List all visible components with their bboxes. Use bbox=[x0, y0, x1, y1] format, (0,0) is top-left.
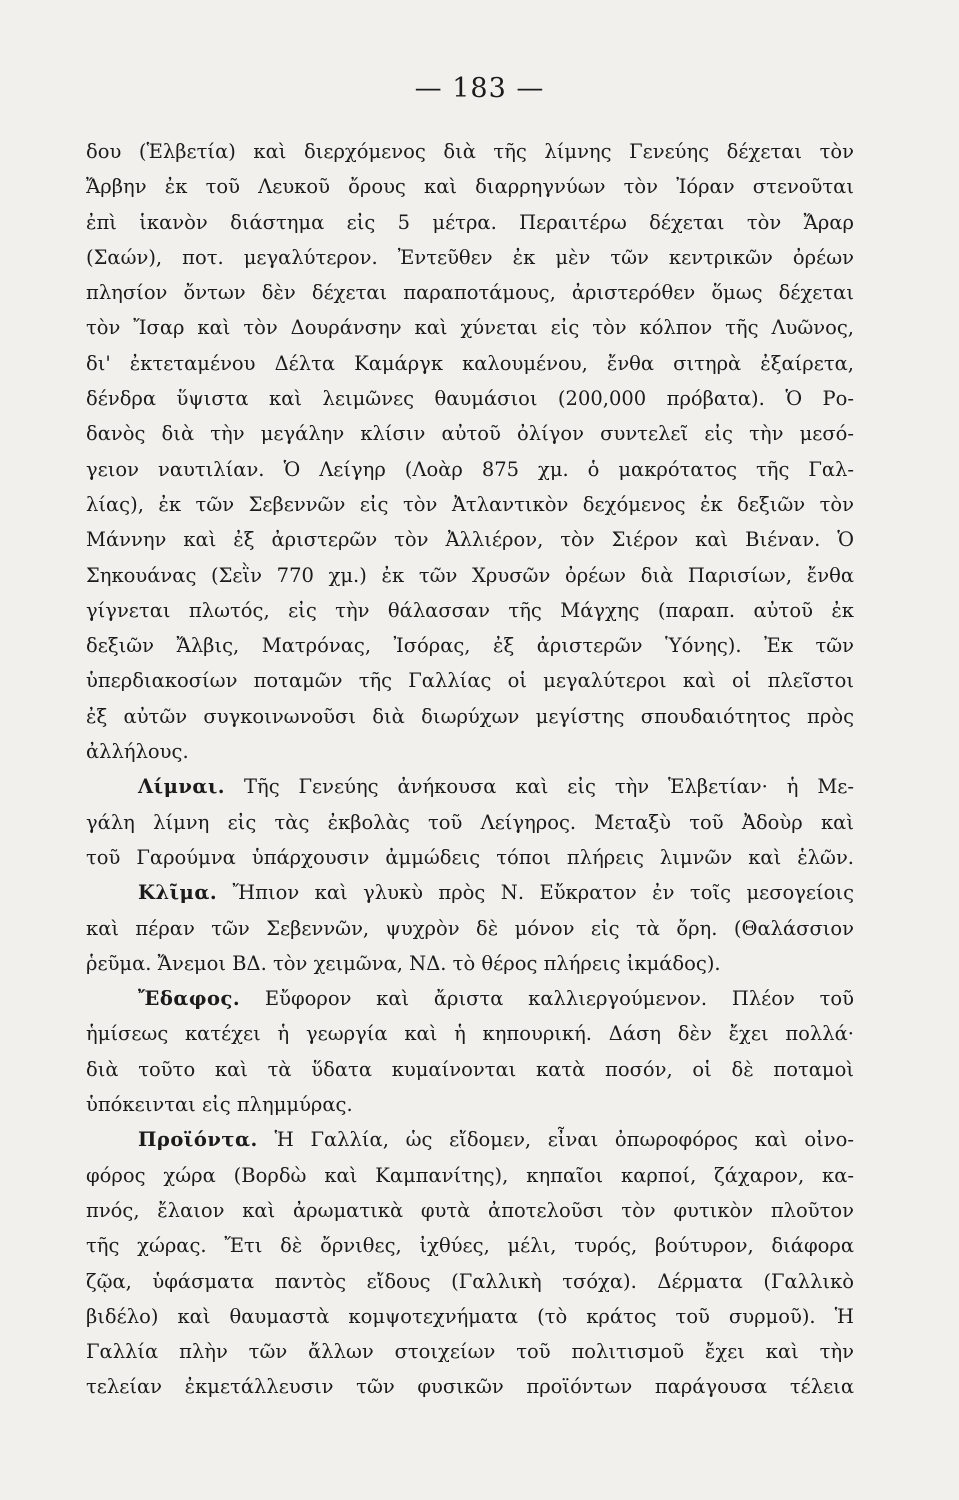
section-heading-line bbox=[86, 875, 854, 910]
line-text: ὑπερδιακοσίων ποταμῶν τῆς Γαλλίας οἱ μεγαλύτεροι καὶ οἱ πλεῖστοι bbox=[86, 669, 854, 693]
section-heading: Προϊόντα. bbox=[138, 1128, 258, 1152]
text-line bbox=[86, 1158, 854, 1193]
text-line bbox=[86, 1016, 854, 1051]
line-text: τὸν Ἴσαρ καὶ τὸν Δουράνσην καὶ χύνεται εἰς τὸν κόλπον τῆς Λυῶνος, bbox=[86, 316, 854, 340]
line-text: ἀλλήλους. bbox=[86, 740, 189, 764]
line-text: ἐπὶ ἱκανὸν διάστημα εἰς 5 μέτρα. Περαιτέρω δέχεται τὸν Ἄραρ bbox=[86, 210, 854, 234]
line-text: φόρος χώρα (Βορδὼ καὶ Καμπανίτης), κηπαῖοι καρποί, ζάχαρον, κα- bbox=[86, 1163, 854, 1187]
line-text: γάλη λίμνη εἰς τὰς ἐκβολὰς τοῦ Λείγηρος. Μεταξὺ τοῦ Ἀδοὺρ καὶ bbox=[86, 810, 854, 834]
text-line bbox=[86, 628, 854, 663]
text-line bbox=[86, 240, 854, 275]
line-text: πνός, ἔλαιον καὶ ἀρωματικὰ φυτὰ ἀποτελοῦσι τὸν φυτικὸν πλοῦτον bbox=[86, 1198, 854, 1222]
text-line bbox=[86, 1264, 854, 1299]
section-heading-line bbox=[86, 981, 854, 1016]
text-line bbox=[86, 1228, 854, 1263]
section-heading: Λίμναι. bbox=[138, 775, 226, 799]
line-text: λίας), ἐκ τῶν Σεβεννῶν εἰς τὸν Ἀτλαντικὸν δεχόμενος ἐκ δεξιῶν τὸν bbox=[86, 492, 854, 516]
line-text: τοῦ Γαρούμνα ὑπάρχουσιν ἀμμώδεις τόποι πλήρεις λιμνῶν καὶ ἑλῶν. bbox=[86, 845, 854, 869]
line-text: δένδρα ὕψιστα καὶ λειμῶνες θαυμάσιοι (200,000 πρόβατα). Ὁ Ρο- bbox=[86, 387, 854, 411]
text-line bbox=[86, 1334, 854, 1369]
line-text: Ἤπιον καὶ γλυκὺ πρὸς Ν. Εὔκρατον ἐν τοῖς μεσογείοις bbox=[217, 881, 854, 905]
line-text: Εὔφορον καὶ ἄριστα καλλιεργούμενον. Πλέον τοῦ bbox=[240, 987, 854, 1011]
line-text: καὶ πέραν τῶν Σεβεννῶν, ψυχρὸν δὲ μόνον εἰς τὰ ὄρη. (Θαλάσσιον bbox=[86, 916, 854, 940]
text-line bbox=[86, 911, 854, 946]
line-text: Σηκουάνας (Σεῒν 770 χμ.) ἐκ τῶν Χρυσῶν ὀρέων διὰ Παρισίων, ἔνθα bbox=[86, 563, 854, 587]
line-text: Ἄρβην ἐκ τοῦ Λευκοῦ ὄρους καὶ διαρρηγνύων τὸν Ἰόραν στενοῦται bbox=[86, 175, 854, 199]
line-text: δου (Ἑλβετία) καὶ διερχόμενος διὰ τῆς λίμνης Γενεύης δέχεται τὸν bbox=[86, 140, 854, 163]
line-text: βιδέλο) καὶ θαυμαστὰ κομψοτεχνήματα (τὸ κράτος τοῦ συρμοῦ). Ἡ bbox=[86, 1304, 854, 1328]
text-line bbox=[86, 346, 854, 381]
text-line bbox=[86, 840, 854, 875]
line-text: τῆς χώρας. Ἔτι δὲ ὄρνιθες, ἰχθύες, μέλι, τυρός, βούτυρον, διάφορα bbox=[86, 1234, 854, 1258]
text-line bbox=[86, 558, 854, 593]
text-line bbox=[86, 805, 854, 840]
line-text: τελείαν ἐκμετάλλευσιν τῶν φυσικῶν προϊόντων παράγουσα τέλεια bbox=[86, 1375, 854, 1399]
text-line bbox=[86, 134, 854, 169]
line-text: ἐξ αὐτῶν συγκοινωνοῦσι διὰ διωρύχων μεγίστης σπουδαιότητος πρὸς bbox=[86, 704, 854, 728]
line-text: Μάννην καὶ ἐξ ἀριστερῶν τὸν Ἀλλιέρον, τὸν Σιέρον καὶ Βιέναν. Ὁ bbox=[86, 528, 854, 552]
text-line bbox=[86, 1369, 854, 1404]
line-text: Ἡ Γαλλία, ὡς εἴδομεν, εἶναι ὀπωροφόρος καὶ οἰνο- bbox=[257, 1128, 854, 1152]
text-line bbox=[86, 1299, 854, 1334]
line-text: ἡμίσεως κατέχει ἡ γεωργία καὶ ἡ κηπουρική. Δάση δὲν ἔχει πολλά· bbox=[86, 1022, 854, 1046]
line-text: δι' ἐκτεταμένου Δέλτα Καμάργκ καλουμένου, ἔνθα σιτηρὰ ἐξαίρετα, bbox=[86, 351, 854, 375]
section-heading: Ἔδαφος. bbox=[138, 987, 241, 1011]
line-text: (Σαών), ποτ. μεγαλύτερον. Ἐντεῦθεν ἐκ μὲν τῶν κεντρικῶν ὀρέων bbox=[86, 245, 854, 269]
line-text: ζῷα, ὑφάσματα παντὸς εἴδους (Γαλλικὴ τσόχα). Δέρματα (Γαλλικὸ bbox=[86, 1269, 854, 1293]
text-line bbox=[86, 310, 854, 345]
line-text: δεξιῶν Ἄλβις, Ματρόνας, Ἰσόρας, ἐξ ἀριστερῶν Ὑόνης). Ἐκ τῶν bbox=[86, 634, 854, 658]
text-line bbox=[86, 205, 854, 240]
line-text: διὰ τοῦτο καὶ τὰ ὕδατα κυμαίνονται κατὰ ποσόν, οἱ δὲ ποταμοὶ bbox=[86, 1057, 854, 1081]
section-heading-line bbox=[86, 1122, 854, 1157]
text-line bbox=[86, 522, 854, 557]
text-line bbox=[86, 1193, 854, 1228]
line-text: γίγνεται πλωτός, εἰς τὴν θάλασσαν τῆς Μάγχης (παραπ. αὐτοῦ ἐκ bbox=[86, 598, 854, 622]
text-line bbox=[86, 487, 854, 522]
line-text: Γαλλία πλὴν τῶν ἄλλων στοιχείων τοῦ πολιτισμοῦ ἔχει καὶ τὴν bbox=[86, 1340, 854, 1364]
line-text: ῥεῦμα. Ἄνεμοι ΒΔ. τὸν χειμῶνα, ΝΔ. τὸ θέρος πλήρεις ἰκμάδος). bbox=[86, 951, 721, 975]
line-text: Τῆς Γενεύης ἀνήκουσα καὶ εἰς τὴν Ἑλβετίαν· ἡ Με- bbox=[225, 775, 854, 799]
text-line bbox=[86, 452, 854, 487]
line-text: δανὸς διὰ τὴν μεγάλην κλίσιν αὐτοῦ ὀλίγον συντελεῖ εἰς τὴν μεσό- bbox=[86, 422, 854, 446]
text-line bbox=[86, 381, 854, 416]
page-number: — 183 — bbox=[414, 73, 545, 104]
text-line bbox=[86, 169, 854, 204]
text-line bbox=[86, 946, 854, 981]
text-line bbox=[86, 593, 854, 628]
text-line bbox=[86, 1087, 854, 1122]
line-text: ὑπόκεινται εἰς πλημμύρας. bbox=[86, 1093, 353, 1117]
text-line bbox=[86, 663, 854, 698]
body-text bbox=[86, 134, 854, 1405]
text-line bbox=[86, 699, 854, 734]
line-text: γειον ναυτιλίαν. Ὁ Λείγηρ (Λοὰρ 875 χμ. ὁ μακρότατος τῆς Γαλ- bbox=[86, 457, 854, 481]
text-line bbox=[86, 734, 854, 769]
section-heading-line bbox=[86, 769, 854, 804]
text-line bbox=[86, 1052, 854, 1087]
text-line bbox=[86, 275, 854, 310]
text-line bbox=[86, 416, 854, 451]
line-text: πλησίον ὄντων δὲν δέχεται παραποτάμους, ἀριστερόθεν ὅμως δέχεται bbox=[86, 281, 854, 305]
section-heading: Κλῖμα. bbox=[138, 881, 218, 905]
